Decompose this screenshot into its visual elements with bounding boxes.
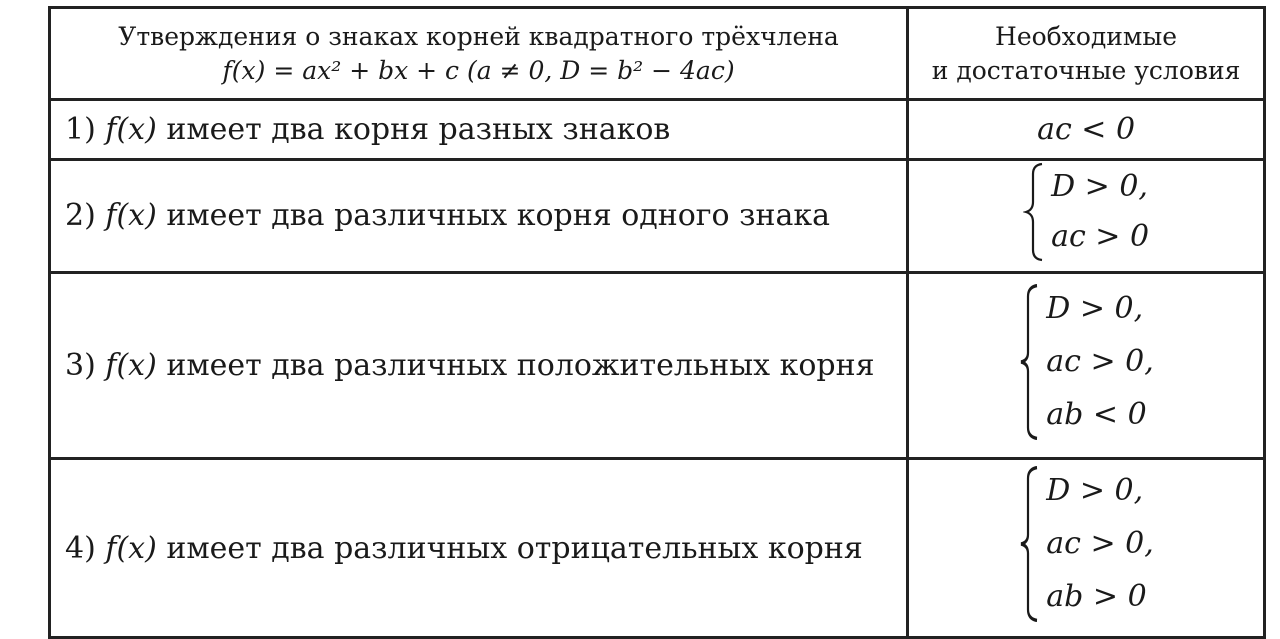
function-notation: f(x) xyxy=(105,530,157,566)
function-notation: f(x) xyxy=(105,348,157,384)
statement-cell xyxy=(50,459,908,638)
condition-expression: D > 0, xyxy=(1051,168,1148,204)
statement-cell xyxy=(50,159,908,273)
header-statements-cell xyxy=(50,8,908,100)
roots-sign-table xyxy=(48,6,1266,639)
statement-cell xyxy=(50,100,908,159)
statement-number: 3) xyxy=(65,348,96,384)
header-conditions-line2: и достаточные условия xyxy=(931,55,1241,85)
condition-expression: ab < 0 xyxy=(1046,396,1147,432)
statement-number: 1) xyxy=(65,112,96,148)
function-notation: f(x) xyxy=(105,112,157,148)
function-notation: f(x) xyxy=(105,198,157,234)
condition-cell xyxy=(908,100,1265,159)
condition-expression: ab > 0 xyxy=(1046,579,1147,615)
table-row xyxy=(50,100,1265,159)
statement-cell xyxy=(50,273,908,459)
condition-cell xyxy=(908,459,1265,638)
condition-system xyxy=(1018,466,1154,622)
condition-cell xyxy=(908,273,1265,459)
statement-number: 2) xyxy=(65,198,96,234)
statement-number: 4) xyxy=(65,530,96,566)
condition-expression: D > 0, xyxy=(1046,473,1144,509)
condition-system xyxy=(1023,162,1149,262)
header-conditions-cell xyxy=(908,8,1265,100)
left-brace-icon xyxy=(1018,466,1040,622)
condition-expression: ac > 0 xyxy=(1051,218,1150,254)
statement-text: имеет два корня разных знаков xyxy=(166,112,671,148)
header-conditions-line1: Необходимые xyxy=(995,21,1178,51)
table-header-row xyxy=(50,8,1265,100)
header-statements-title: Утверждения о знаках корней квадратного трёхчлена xyxy=(118,21,839,51)
table-row xyxy=(50,273,1265,459)
condition-system xyxy=(1018,284,1154,440)
left-brace-icon xyxy=(1018,284,1040,440)
header-trinomial-formula: f(x) = ax² + bx + c (a ≠ 0, D = b² − 4ac) xyxy=(222,55,735,85)
statement-text: имеет два различных отрицательных корня xyxy=(166,530,863,566)
table-row xyxy=(50,159,1265,273)
condition-expression: ac > 0, xyxy=(1046,526,1154,562)
condition-cell xyxy=(908,159,1265,273)
condition-expression: ac < 0 xyxy=(1037,112,1136,148)
condition-expression: D > 0, xyxy=(1046,290,1144,326)
condition-expression: ac > 0, xyxy=(1046,343,1154,379)
left-brace-icon xyxy=(1023,162,1045,262)
table-row xyxy=(50,459,1265,638)
statement-text: имеет два различных положительных корня xyxy=(166,348,875,384)
statement-text: имеет два различных корня одного знака xyxy=(166,198,831,234)
